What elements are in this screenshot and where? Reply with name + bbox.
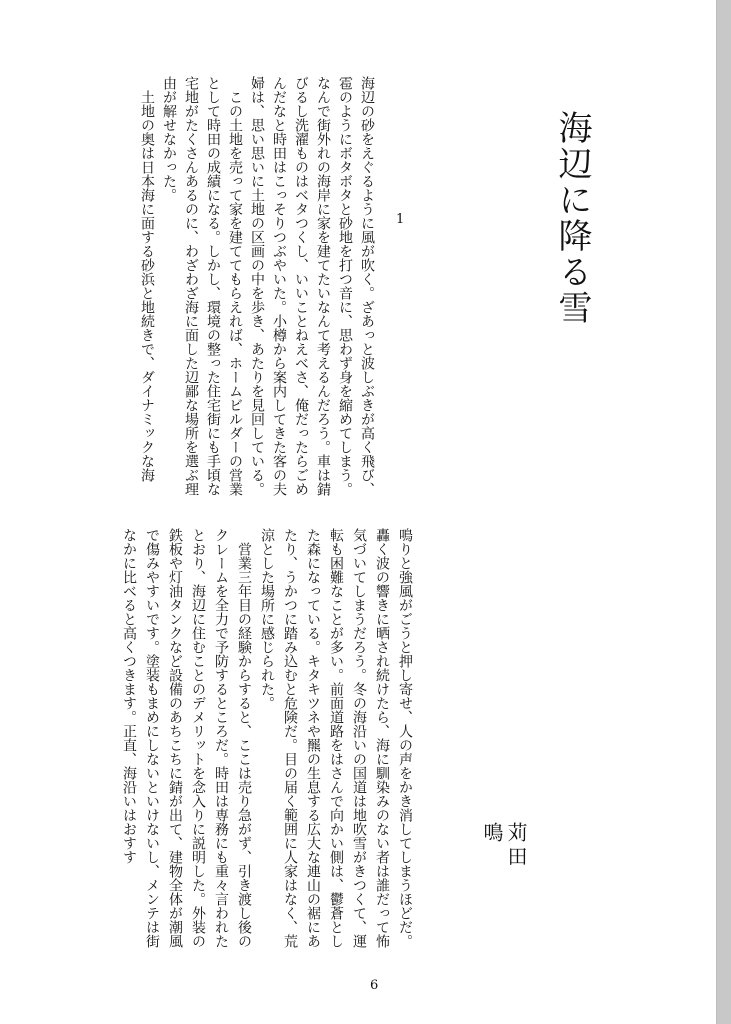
body-text-upper [118, 76, 378, 506]
paragraph: 土地の奥は日本海に面する砂浜と地続きで、ダイナミックな海 [139, 90, 155, 482]
paragraph: 海辺の砂をえぐるように風が吹く。ざあっと波しぶきが高く飛び、雹のようにボタボタと砂地を打つ音に、思わず身を縮めてしまう。なんで街外れの海岸に家を建てたいなんて考えるんだろう。車は錆びるし洗濯ものはベタつくし、いいことねえべさ、俺だったらごめんだなと時田はこっそりつぶやいた。小樽から案内してきた客の夫婦は、思い思いに土地の区画の中を歩き、あたりを見回している。 [249, 76, 375, 496]
body-text-lower [86, 528, 416, 960]
paragraph: 営業三年目の経験からすると、ここは売り急がず、引き渡し後のクレームを全力で予防するところだ。時田は専務にも重々言われたとおり、海辺に住むことのデメリットを念入りに説明した。外装の鉄板や灯油タンクなど設備のあちこちに錆が出て、建物全体が潮風で傷みやすいです。塗装もまめにしないといけないし、メンテは街なかに比べると高くつきます。正直、海沿いはおすす [121, 528, 252, 948]
story-title: 海辺に降る雪 [552, 110, 592, 326]
paragraph: 鳴りと強風がごうと押し寄せ、人の声をかき消してしまうほどだ。轟く波の響きに晒され続けたら、海に馴染みのない者は誰だって怖気づいてしまうだろう。冬の海沿いの国道は地吹雪がきつくて、運転も困難なことが多い。前面道路をはさんで向かい側は、鬱蒼とした森になっている。キタキツネや羆の生息する広大な連山の裾にあたり、うかつに踏み込むと危険だ。目の届く範囲に人家はなく、荒涼とした場所に感じられた。 [259, 528, 413, 948]
section-number: 1 [396, 212, 405, 227]
author-name: 苅田 鳴 [480, 822, 528, 894]
window-edge [717, 0, 731, 1024]
paragraph: この土地を売って家を建ててもらえれば、ホームビルダーの営業として時田の成績になる。しかし、環境の整った住宅街にも手頃な宅地がたくさんあるのに、わざわざ海に面した辺鄙な場所を選ぶ理由が解せなかった。 [161, 76, 243, 496]
page-number: 6 [370, 978, 379, 993]
